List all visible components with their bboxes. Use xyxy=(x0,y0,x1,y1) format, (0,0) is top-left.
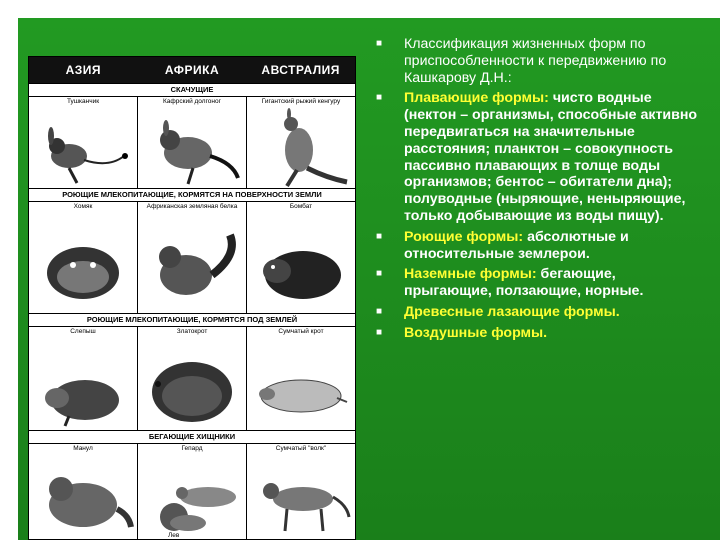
bullet-heading: Воздушные формы. xyxy=(404,324,548,341)
kangaroo-illustration xyxy=(247,108,355,188)
animal-label: Кафрский долгоног xyxy=(162,98,221,105)
bullet-item xyxy=(374,229,704,263)
animal-row xyxy=(29,443,355,539)
animal-cell xyxy=(247,96,355,188)
animal-label: Манул xyxy=(73,445,93,452)
region-label: АФРИКА xyxy=(164,63,220,77)
jerboa-illustration xyxy=(29,108,137,188)
region-header xyxy=(29,57,355,83)
thylacine-illustration xyxy=(247,455,355,539)
animal-label: Гигантский рыжий кенгуру xyxy=(261,98,341,105)
bullet-heading: Плавающие формы: xyxy=(404,90,549,107)
bullet-text: абсолютные и относительные землерои. xyxy=(404,228,629,262)
mole-rat-illustration xyxy=(29,340,137,430)
marsupial-mole-illustration xyxy=(247,340,355,430)
golden-mole-illustration xyxy=(138,340,246,430)
bullet-item xyxy=(374,325,704,342)
bullet-list-container xyxy=(374,36,704,346)
bullet-item xyxy=(374,36,704,86)
animal-row xyxy=(29,96,355,188)
animal-cell xyxy=(247,201,355,313)
animal-label: Тушканчик xyxy=(66,98,100,105)
animal-label: Слепыш xyxy=(70,328,96,335)
bullet-marker: ■ xyxy=(376,268,383,280)
lion-label: Лев xyxy=(168,532,180,539)
bullet-marker: ■ xyxy=(376,92,383,104)
bullet-item xyxy=(374,90,704,224)
animal-label: Гепард xyxy=(181,445,203,452)
cheetah-lion-illustration xyxy=(138,455,246,539)
section-title: РОЮЩИЕ МЛЕКОПИТАЮЩИЕ, КОРМЯТСЯ НА ПОВЕРХНОСТИ ЗЕМЛИ xyxy=(29,188,355,202)
animal-label: Сумчатый "волк" xyxy=(275,445,327,452)
ground-squirrel-illustration xyxy=(138,215,246,313)
bullet-text: бегающие, прыгающие, ползающие, норные. xyxy=(404,266,644,300)
bullet-item xyxy=(374,304,704,321)
section-title: БЕГАЮЩИЕ ХИЩНИКИ xyxy=(29,430,355,444)
animal-label: Хомяк xyxy=(73,203,93,210)
animal-cell xyxy=(29,326,138,430)
animal-cell xyxy=(29,96,138,188)
hamster-illustration xyxy=(29,215,137,313)
bullet-list xyxy=(374,36,704,342)
bullet-heading: Древесные лазающие формы. xyxy=(404,303,620,320)
bullet-text: Классификация жизненных форм по приспособленности к передвижению по Кашкарову Д.Н.: xyxy=(404,36,667,86)
animal-cell xyxy=(29,201,138,313)
bullet-marker: ■ xyxy=(376,326,383,338)
bullet-item xyxy=(374,266,704,300)
section-title: СКАЧУЩИЕ xyxy=(29,83,355,97)
bullet-heading: Наземные формы: xyxy=(404,266,537,283)
animal-label: Африканская земляная белка xyxy=(146,203,238,210)
animal-cell xyxy=(247,443,355,539)
animal-cell xyxy=(247,326,355,430)
animal-cell xyxy=(29,443,138,539)
animal-cell xyxy=(138,96,247,188)
animal-cell xyxy=(138,201,247,313)
springhare-illustration xyxy=(138,108,246,188)
life-forms-figure xyxy=(28,56,356,540)
bullet-marker: ■ xyxy=(376,230,383,242)
animal-label: Сумчатый крот xyxy=(278,328,324,335)
bullet-marker: ■ xyxy=(376,38,383,49)
animal-label: Бомбат xyxy=(289,203,313,210)
manul-illustration xyxy=(29,455,137,539)
wombat-illustration xyxy=(247,215,355,313)
bullet-marker: ■ xyxy=(376,305,383,317)
bullet-heading: Роющие формы: xyxy=(404,228,524,245)
animal-cell xyxy=(138,326,247,430)
region-label: АВСТРАЛИЯ xyxy=(261,63,340,77)
animal-row xyxy=(29,201,355,313)
animal-row xyxy=(29,326,355,430)
animal-cell xyxy=(138,443,247,539)
animal-label: Златокрот xyxy=(176,328,208,335)
bullet-text: чисто водные (нектон – организмы, способные активно передвигаться на значительные расстояния; планктон – совокупность пассивно плавающих в толще воды организмов; бентос – обитатели дна); полуводные (ныряющие, неныряющие, только добывающие из воды пищу). xyxy=(404,90,698,224)
section-title: РОЮЩИЕ МЛЕКОПИТАЮЩИЕ, КОРМЯТСЯ ПОД ЗЕМЛЕЙ xyxy=(29,313,355,327)
region-label: АЗИЯ xyxy=(65,63,102,77)
